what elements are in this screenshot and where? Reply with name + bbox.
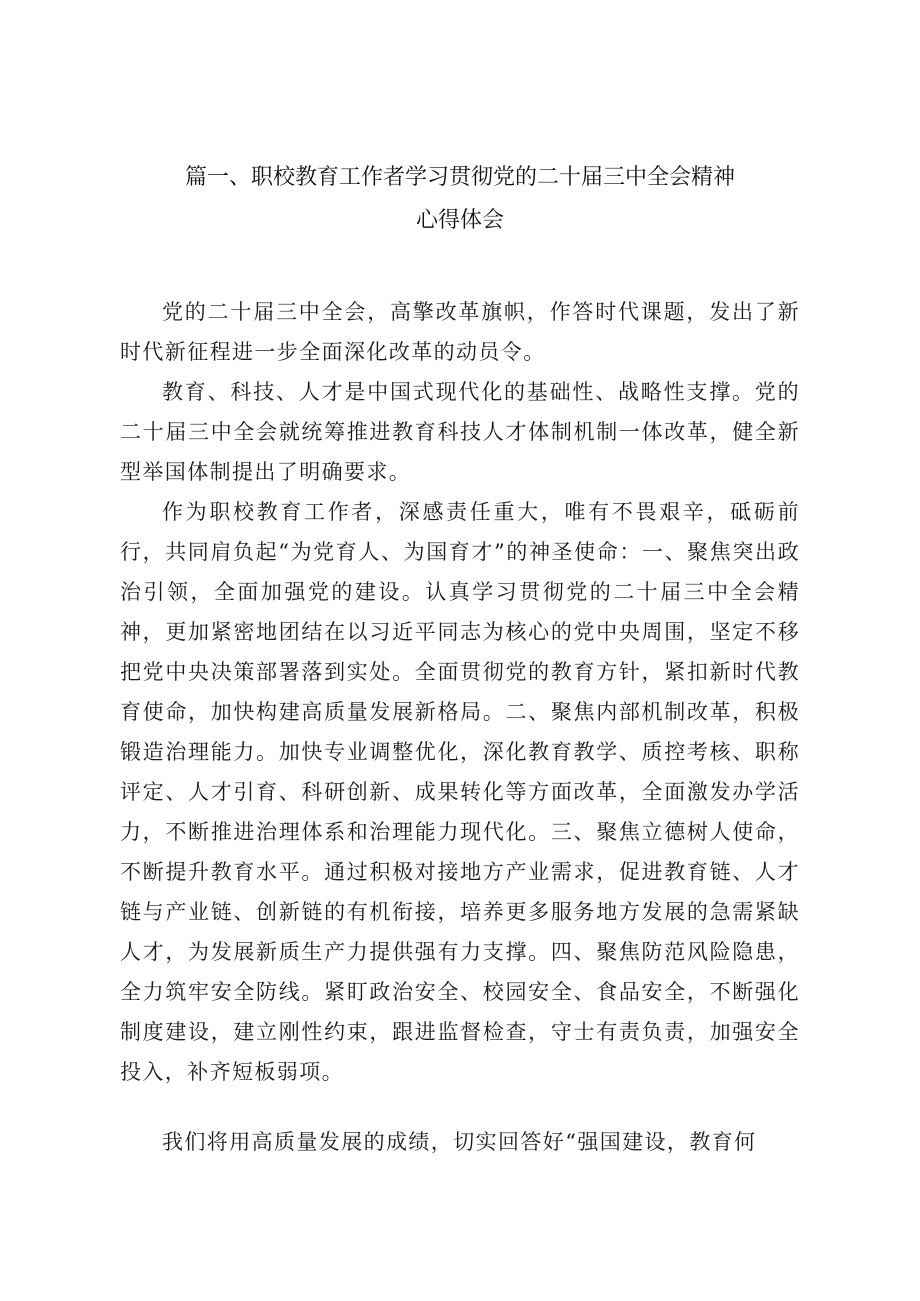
paragraph-1: 党的二十届三中全会，高擎改革旗帜，作答时代课题，发出了新时代新征程进一步全面深化改革的动员令。 <box>120 300 800 364</box>
document-body <box>120 292 800 1162</box>
paragraph-4: 我们将用高质量发展的成绩，切实回答好“强国建设，教育何 <box>162 1130 757 1154</box>
paragraph-2: 教育、科技、人才是中国式现代化的基础性、战略性支撑。党的二十届三中全会就统筹推进教育科技人才体制机制一体改革，健全新型举国体制提出了明确要求。 <box>120 380 800 484</box>
paragraph-3: 作为职校教育工作者，深感责任重大，唯有不畏艰辛，砥砺前行，共同肩负起“为党育人、为国育才”的神圣使命：一、聚焦突出政治引领，全面加强党的建设。认真学习贯彻党的二十届三中全会精神，更加紧密地团结在以习近平同志为核心的党中央周围，坚定不移把党中央决策部署落到实处。全面贯彻党的教育方针，紧扣新时代教育使命，加快构建高质量发展新格局。二、聚焦内部机制改革，积极锻造治理能力。加快专业调整优化，深化教育教学、质控考核、职称评定、人才引育、科研创新、成果转化等方面改革，全面激发办学活力，不断推进治理体系和治理能力现代化。三、聚焦立德树人使命，不断提升教育水平。通过积极对接地方产业需求，促进教育链、人才链与产业链、创新链的有机衔接，培养更多服务地方发展的急需紧缺人才，为发展新质生产力提供强有力支撑。四、聚焦防范风险隐患，全力筑牢安全防线。紧盯政治安全、校园安全、食品安全，不断强化制度建设，建立刚性约束，跟进监督检查，守士有责负责，加强安全投入，补齐短板弱项。 <box>120 500 800 1084</box>
document-title-line-1: 篇一、职校教育工作者学习贯彻党的二十届三中全会精神 <box>184 165 735 190</box>
document-title-line-2: 心得体会 <box>415 208 504 233</box>
